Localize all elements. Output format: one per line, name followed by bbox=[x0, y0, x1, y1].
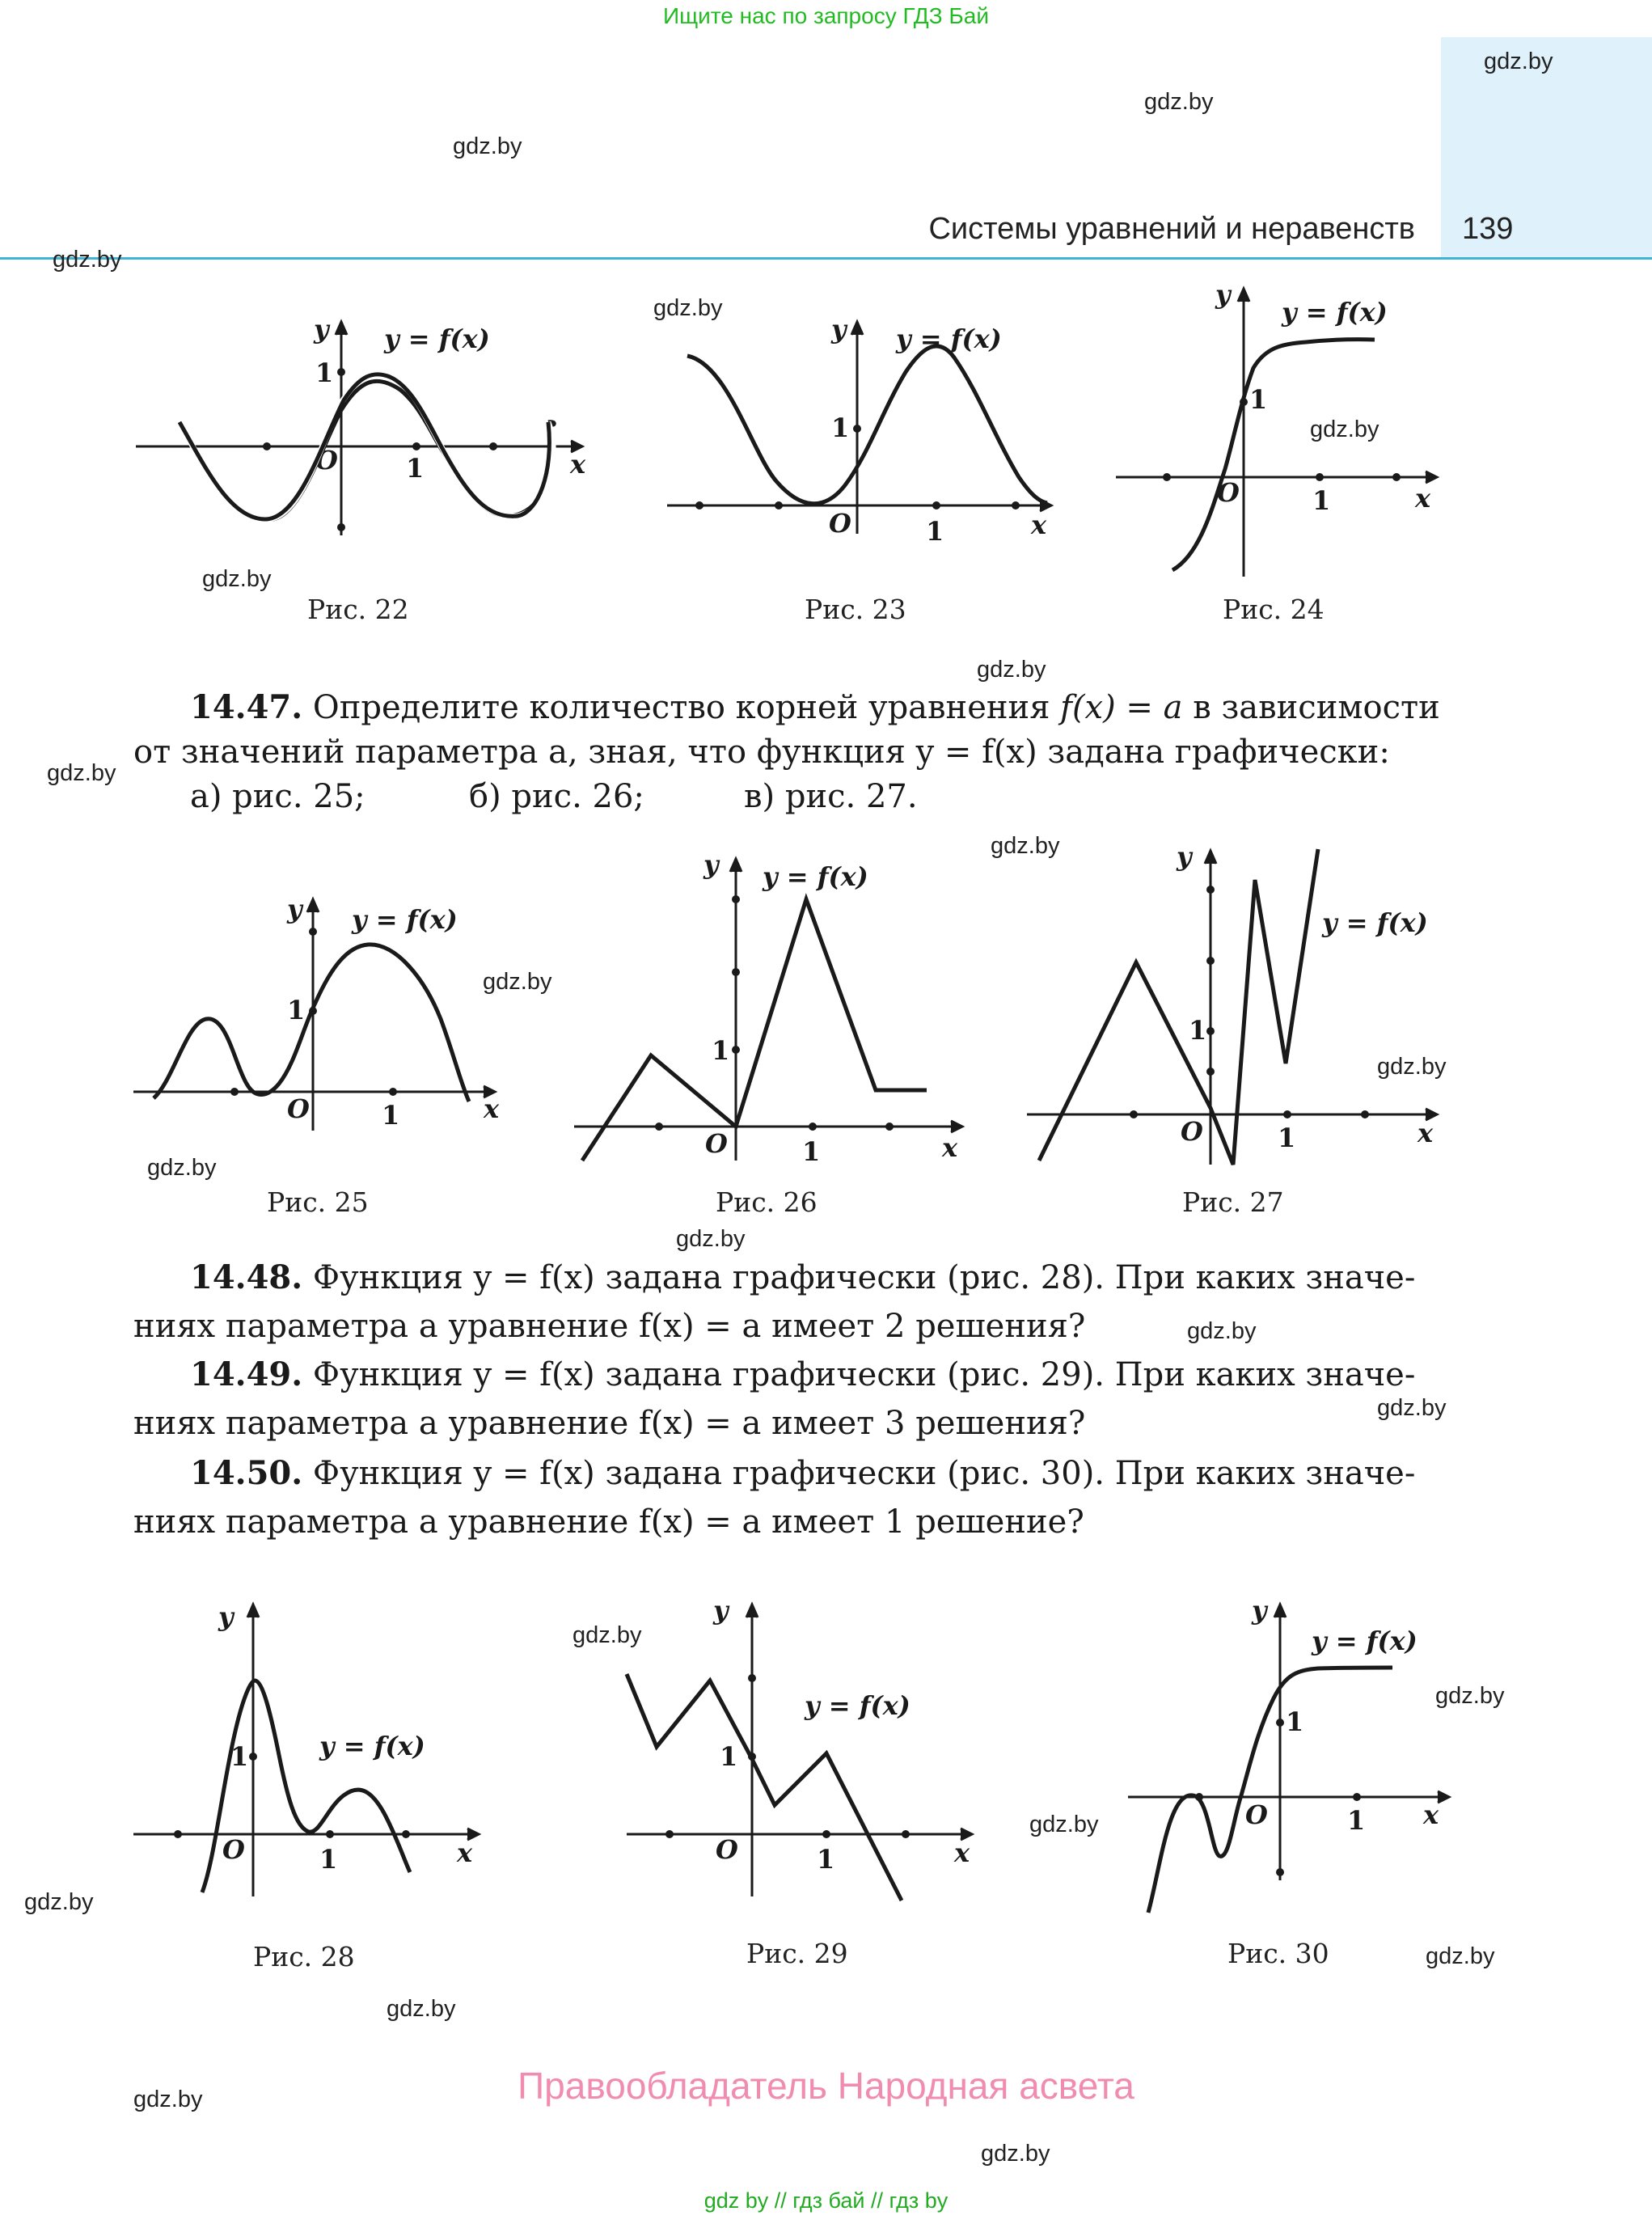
watermark: gdz.by bbox=[1435, 1683, 1505, 1709]
x-axis-label: x bbox=[1423, 1799, 1439, 1830]
watermark: gdz.by bbox=[133, 2087, 203, 2112]
problem-14-50-line2: ниях параметра a уравнение f(x) = a имеет 1 решение? bbox=[133, 1503, 1084, 1541]
y-axis-label: y bbox=[713, 1595, 729, 1626]
figure-caption: Рис. 30 bbox=[1227, 1938, 1329, 1969]
problem-14-48-line1: 14.48. Функция y = f(x) задана графически (рис. 28). При каких значе- bbox=[190, 1258, 1416, 1296]
problem-number: 14.47. bbox=[190, 688, 303, 726]
function-label: y = f(x) bbox=[1322, 907, 1428, 938]
x-axis-label: x bbox=[484, 1093, 500, 1124]
problem-14-47-line1: 14.47. Определите количество корней уравнения f(x) = a в зависимости bbox=[190, 688, 1440, 726]
watermark: gdz.by bbox=[47, 760, 116, 786]
tick-label: 1 bbox=[287, 995, 306, 1025]
watermark: gdz.by bbox=[147, 1155, 217, 1181]
graph-fig25 bbox=[121, 890, 526, 1132]
watermark: gdz.by bbox=[1187, 1318, 1257, 1344]
tick-label: 1 bbox=[406, 453, 425, 484]
tick-label: 1 bbox=[315, 357, 334, 388]
watermark: gdz.by bbox=[1377, 1395, 1447, 1421]
graph-fig29 bbox=[615, 1593, 987, 1917]
tick-label: 1 bbox=[230, 1741, 249, 1772]
origin-label: O bbox=[1181, 1116, 1203, 1147]
watermark: gdz.by bbox=[572, 1622, 642, 1648]
origin-label: O bbox=[287, 1093, 310, 1124]
watermark: gdz.by bbox=[1484, 49, 1553, 74]
x-axis-label: x bbox=[1031, 509, 1047, 540]
watermark: gdz.by bbox=[53, 247, 122, 273]
footer-links[interactable]: gdz by // гдз бай // гдз by bbox=[703, 2188, 949, 2213]
chapter-title: Системы уравнений и неравенств bbox=[928, 212, 1415, 246]
watermark: gdz.by bbox=[1144, 89, 1214, 115]
problem-14-49-line1: 14.49. Функция y = f(x) задана графически (рис. 29). При каких значе- bbox=[190, 1355, 1416, 1393]
x-axis-label: x bbox=[1415, 483, 1431, 514]
figure-caption: Рис. 29 bbox=[746, 1938, 848, 1969]
problem-14-47-part-c: в) рис. 27. bbox=[744, 778, 918, 815]
function-label: y = f(x) bbox=[319, 1731, 425, 1761]
x-axis-label: x bbox=[570, 449, 586, 480]
top-banner[interactable]: Ищите нас по запросу ГДЗ Бай bbox=[662, 3, 990, 28]
header-rule bbox=[0, 257, 1652, 260]
problem-14-49-line2: ниях параметра a уравнение f(x) = a имеет 3 решения? bbox=[133, 1405, 1086, 1442]
copyright-holder: Правообладатель Народная асвета bbox=[518, 2065, 1134, 2107]
origin-label: O bbox=[705, 1128, 728, 1159]
problem-14-48-line2: ниях параметра a уравнение f(x) = a имеет 2 решения? bbox=[133, 1308, 1086, 1345]
problem-14-47-part-b: б) рис. 26; bbox=[469, 778, 644, 815]
tick-label: 1 bbox=[1189, 1015, 1207, 1046]
origin-label: O bbox=[716, 1834, 738, 1865]
origin-label: O bbox=[1217, 477, 1240, 508]
problem-number: 14.49. bbox=[190, 1355, 303, 1393]
y-axis-label: y bbox=[1177, 841, 1192, 872]
tick-label: 1 bbox=[1278, 1123, 1296, 1153]
function-label: y = f(x) bbox=[352, 904, 458, 935]
problem-14-47-part-a: а) рис. 25; bbox=[190, 778, 365, 815]
watermark: gdz.by bbox=[24, 1889, 94, 1915]
graph-fig27 bbox=[1019, 841, 1456, 1181]
watermark: gdz.by bbox=[676, 1226, 746, 1252]
watermark: gdz.by bbox=[653, 295, 723, 321]
graph-fig23 bbox=[663, 307, 1067, 550]
watermark: gdz.by bbox=[981, 2141, 1050, 2167]
tick-label: 1 bbox=[802, 1136, 821, 1167]
tick-label: 1 bbox=[319, 1844, 338, 1875]
watermark: gdz.by bbox=[1310, 416, 1379, 442]
function-label: y = f(x) bbox=[896, 323, 1002, 354]
tick-label: 1 bbox=[1347, 1805, 1366, 1836]
tick-label: 1 bbox=[817, 1844, 835, 1875]
origin-label: O bbox=[315, 445, 338, 476]
y-axis-label: y bbox=[1215, 279, 1231, 310]
problem-number: 14.50. bbox=[190, 1454, 303, 1492]
x-axis-label: x bbox=[1418, 1118, 1434, 1148]
tick-label: 1 bbox=[712, 1035, 730, 1066]
x-axis-label: x bbox=[954, 1837, 970, 1868]
function-label: y = f(x) bbox=[763, 861, 868, 892]
watermark: gdz.by bbox=[483, 969, 552, 995]
y-axis-label: y bbox=[287, 894, 302, 924]
y-axis-label: y bbox=[218, 1601, 234, 1632]
function-label: y = f(x) bbox=[805, 1690, 911, 1721]
graph-fig26 bbox=[566, 849, 987, 1173]
watermark: gdz.by bbox=[1377, 1054, 1447, 1080]
watermark: gdz.by bbox=[991, 833, 1060, 859]
graph-fig30 bbox=[1116, 1593, 1472, 1917]
problem-14-47-line2: от значений параметра a, зная, что функция y = f(x) задана графически: bbox=[133, 734, 1390, 771]
tick-label: 1 bbox=[1286, 1706, 1304, 1737]
graph-fig28 bbox=[121, 1593, 509, 1917]
figure-caption: Рис. 23 bbox=[805, 594, 906, 625]
figure-caption: Рис. 22 bbox=[307, 594, 409, 625]
watermark: gdz.by bbox=[202, 566, 272, 592]
origin-label: O bbox=[829, 508, 851, 539]
watermark: gdz.by bbox=[977, 657, 1046, 683]
function-label: y = f(x) bbox=[384, 323, 490, 354]
tick-label: 1 bbox=[1249, 384, 1268, 415]
function-label: y = f(x) bbox=[1282, 297, 1388, 328]
y-axis-label: y bbox=[314, 314, 329, 345]
tick-label: 1 bbox=[1312, 485, 1331, 516]
watermark: gdz.by bbox=[387, 1996, 456, 2022]
graph-fig24 bbox=[1112, 279, 1451, 586]
page-number: 139 bbox=[1462, 212, 1514, 246]
tick-label: 1 bbox=[926, 516, 944, 547]
origin-label: O bbox=[222, 1834, 245, 1865]
problem-number: 14.48. bbox=[190, 1258, 303, 1296]
watermark: gdz.by bbox=[453, 133, 522, 159]
watermark: gdz.by bbox=[1426, 1943, 1495, 1969]
tick-label: 1 bbox=[720, 1741, 738, 1772]
figure-caption: Рис. 24 bbox=[1223, 594, 1325, 625]
x-axis-label: x bbox=[457, 1837, 473, 1868]
figure-caption: Рис. 25 bbox=[267, 1186, 369, 1218]
figure-caption: Рис. 26 bbox=[716, 1186, 818, 1218]
watermark: gdz.by bbox=[1029, 1812, 1099, 1837]
y-axis-label: y bbox=[703, 849, 719, 880]
origin-label: O bbox=[1245, 1799, 1268, 1830]
function-label: y = f(x) bbox=[1312, 1626, 1418, 1656]
figure-caption: Рис. 27 bbox=[1182, 1186, 1284, 1218]
curve-fig22 bbox=[121, 307, 606, 550]
x-axis-label: x bbox=[942, 1132, 958, 1163]
tick-label: 1 bbox=[382, 1100, 400, 1131]
problem-14-50-line1: 14.50. Функция y = f(x) задана графически (рис. 30). При каких значе- bbox=[190, 1454, 1416, 1492]
y-axis-label: y bbox=[1252, 1595, 1267, 1626]
figure-caption: Рис. 28 bbox=[253, 1941, 355, 1972]
y-axis-label: y bbox=[831, 314, 847, 345]
tick-label: 1 bbox=[831, 412, 850, 443]
